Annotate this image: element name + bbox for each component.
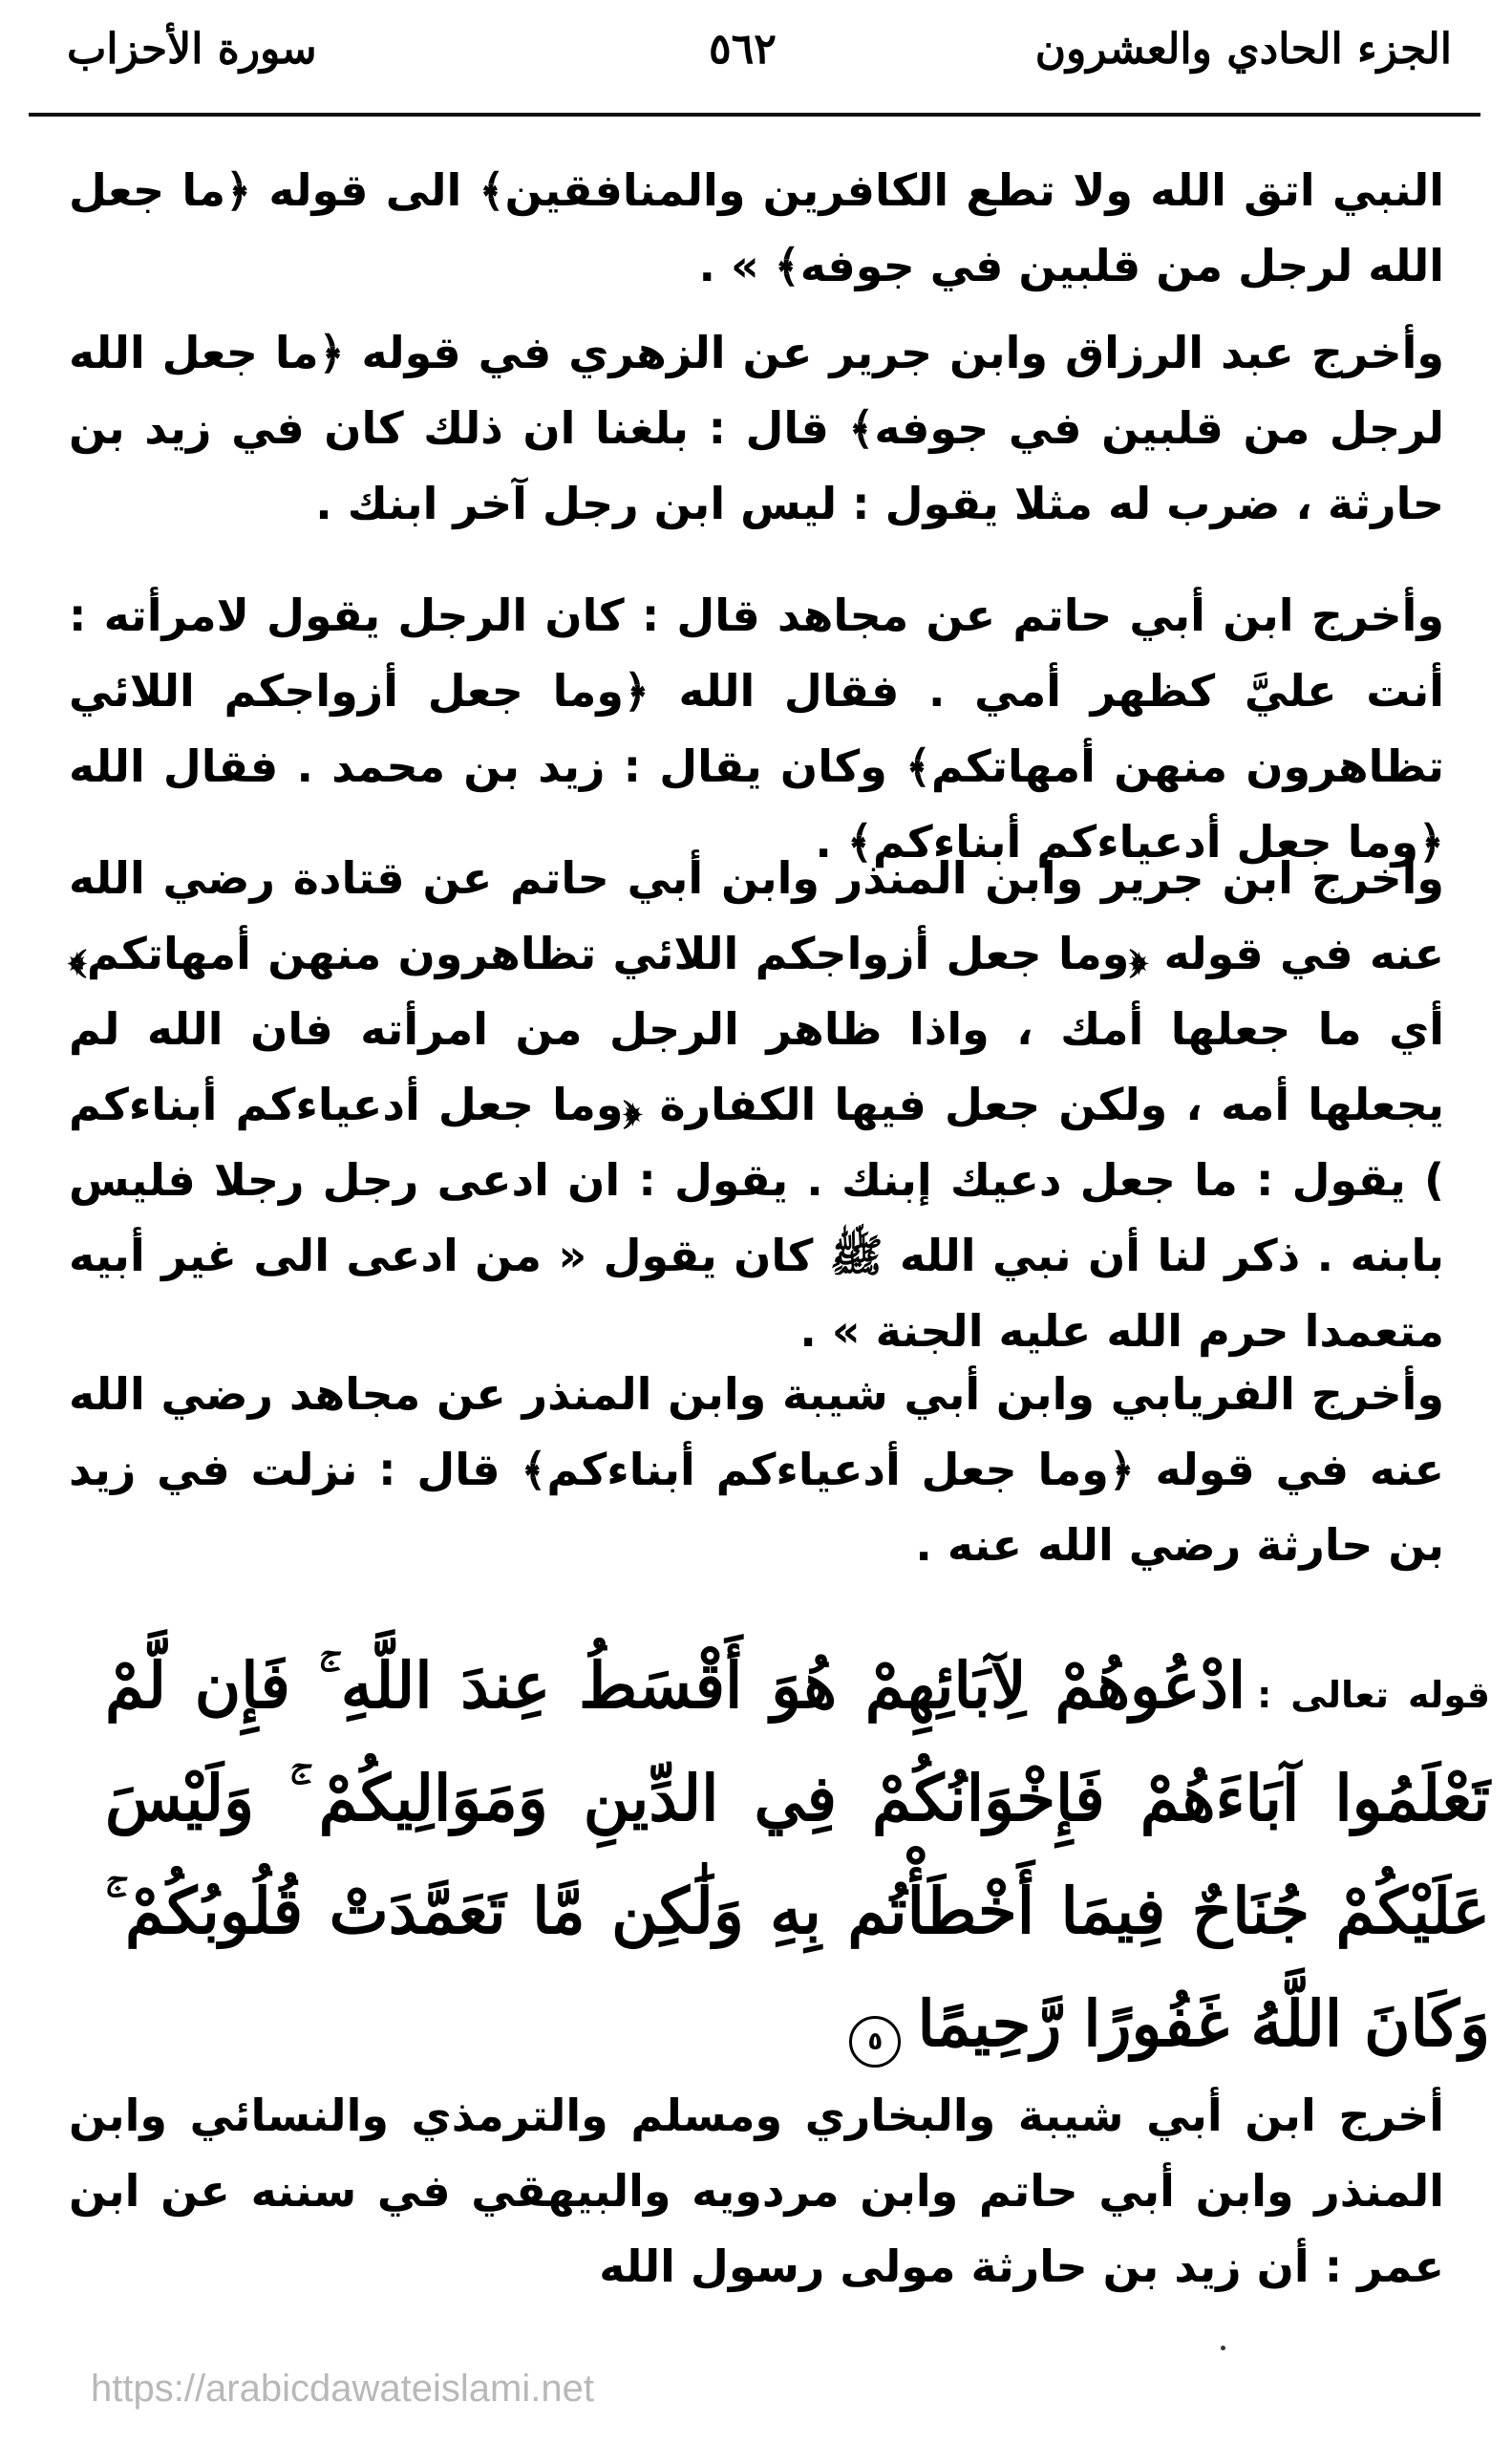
page-number: ٥٦٢ [709, 25, 777, 74]
paragraph-1: النبي اتق الله ولا تطع الكافرين والمنافقين﴾ الى قوله ﴿ما جعل الله لرجل من قلبين في جوفه﴾ » . [69, 164, 1444, 291]
verse-text: ادْعُوهُمْ لِآبَائِهِمْ هُوَ أَقْسَطُ عِندَ اللَّهِ ۚ فَإِن لَّمْ تَعْلَمُوا آبَاءَهُمْ فَإِخْوَانُكُمْ فِي الدِّينِ وَمَوَالِيكُمْ ۚ وَلَيْسَ عَلَيْكُمْ جُنَاحٌ فِيمَا أَخْطَأْتُم بِهِ وَلَٰكِن مَّا تَعَمَّدَتْ قُلُوبُكُمْ ۚ وَكَانَ اللَّهُ غَفُورًا رَّحِيمًا [105, 1648, 1490, 2061]
page-header [59, 21, 1452, 88]
header-divider [29, 113, 1480, 117]
paragraph-5: وأخرج الفريابي وابن أبي شيبة وابن المنذر عن مجاهد رضي الله عنه في قوله ﴿وما جعل أدعياءكم أبناءكم﴾ قال : نزلت في زيد بن حارثة رضي الله عنه . [69, 1368, 1444, 1571]
verse-intro: قوله تعالى : [1257, 1674, 1490, 1716]
paragraph-3: وأخرج ابن أبي حاتم عن مجاهد قال : كان الرجل يقول لامرأته : أنت عليَّ كظهر أمي . فقال الله ﴿وما جعل أزواجكم اللائي تظاهرون منهن أمهاتكم﴾ وكان يقال : زيد بن محمد . فقال الله ﴿وما جعل أدعياءكم أبناءكم﴾ . [69, 590, 1444, 868]
ink-speck [1221, 2346, 1225, 2350]
watermark-url: https://arabicdawateislami.net [91, 2368, 594, 2410]
header-surah-title: سورة الأحزاب [67, 25, 317, 74]
paragraph-2: وأخرج عبد الرزاق وابن جرير عن الزهري في قوله ﴿ما جعل الله لرجل من قلبين في جوفه﴾ قال : بلغنا ان ذلك كان في زيد بن حارثة ، ضرب له مثلا يقول : ليس ابن رجل آخر ابنك . [69, 327, 1444, 529]
ayah-number-marker: ٥ [849, 2016, 901, 2068]
paragraph-4: وأخرج ابن جرير وابن المنذر وابن أبي حاتم عن قتادة رضي الله عنه في قوله ﴿وما جعل أزواجكم اللائي تظاهرون منهن أمهاتكم﴾ أي ما جعلها أمك ، واذا ظاهر الرجل من امرأته فان الله لم يجعلها أمه ، ولكن جعل فيها الكفارة ﴿وما جعل أدعياءكم أبناءكم ) يقول : ما جعل دعيك إبنك . يقول : ان ادعى رجل رجلا فليس بابنه . ذكر لنا أن نبي الله ﷺ كان يقول « من ادعى الى غير أبيه متعمدا حرم الله عليه الجنة » . [69, 852, 1444, 1357]
header-part-title: الجزء الحادي والعشرون [1034, 25, 1452, 74]
paragraph-6: أخرج ابن أبي شيبة والبخاري ومسلم والترمذي والنسائي وابن المنذر وابن أبي حاتم وابن مردويه والبيهقي في سننه عن ابن عمر : أن زيد بن حارثة مولى رسول الله [69, 2090, 1444, 2292]
quran-verse-block [105, 1629, 1490, 2080]
